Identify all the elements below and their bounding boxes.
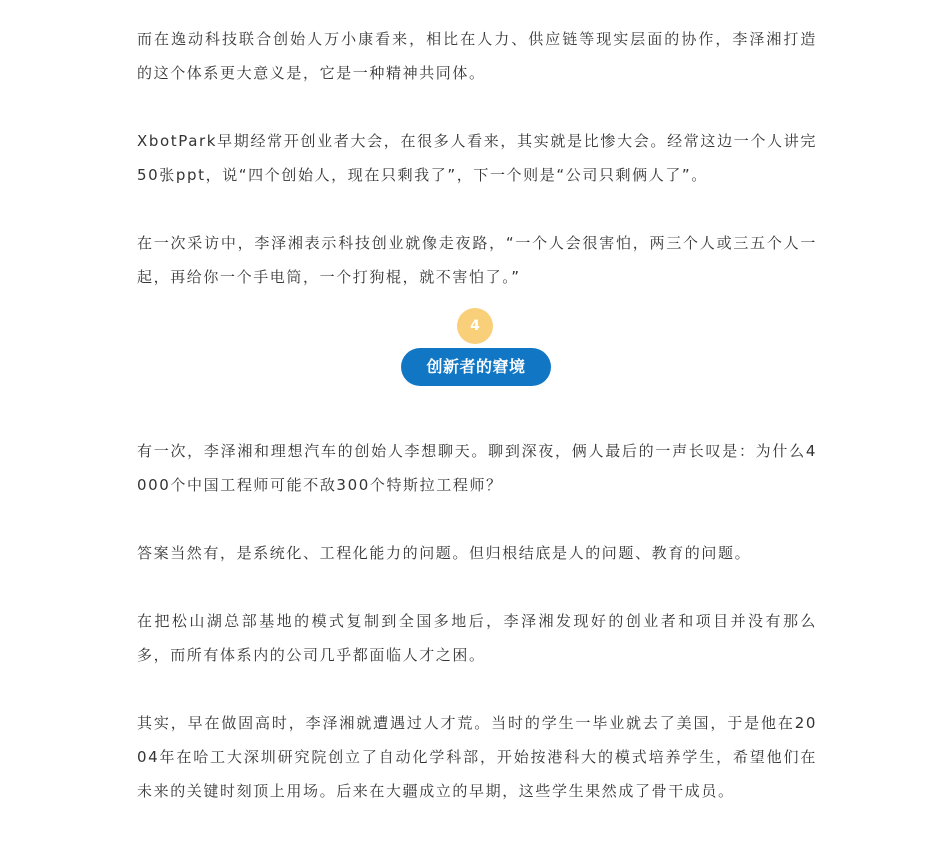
paragraph-founder-conference: XbotPark早期经常开创业者大会，在很多人看来，其实就是比惨大会。经常这边一个人讲完50张ppt，说“四个创始人，现在只剩我了”，下一个则是“公司只剩俩人了”。 bbox=[137, 132, 817, 184]
paragraph-talent-shortage: 在把松山湖总部基地的模式复制到全国多地后，李泽湘发现好的创业者和项目并没有那么多，而所有体系内的公司几乎都面临人才之困。 bbox=[137, 612, 817, 664]
paragraph-gap bbox=[137, 192, 817, 226]
paragraph-night-walk-quote: 在一次采访中，李泽湘表示科技创业就像走夜路，“一个人会很害怕，两三个人或三五个人一起，再给你一个手电筒，一个打狗棍，就不害怕了。” bbox=[137, 234, 817, 286]
paragraph-spiritual-community: 而在逸动科技联合创始人万小康看来，相比在人力、供应链等现实层面的协作，李泽湘打造的这个体系更大意义是，它是一种精神共同体。 bbox=[137, 30, 817, 82]
section-title-pill: 创新者的窘境 bbox=[401, 348, 551, 386]
article-body bbox=[137, 22, 817, 808]
paragraph-gap bbox=[137, 90, 817, 124]
paragraph-gap bbox=[137, 570, 817, 604]
paragraph-googol-history: 其实，早在做固高时，李泽湘就遭遇过人才荒。当时的学生一毕业就去了美国，于是他在2004年在哈工大深圳研究院创立了自动化学科部，开始按港科大的模式培养学生，希望他们在未来的关键时刻顶上用场。后来在大疆成立的早期，这些学生果然成了骨干成员。 bbox=[137, 714, 817, 800]
section-number-badge: 4 bbox=[457, 308, 493, 344]
paragraph-answer: 答案当然有，是系统化、工程化能力的问题。但归根结底是人的问题、教育的问题。 bbox=[137, 544, 752, 562]
paragraph-gap bbox=[137, 502, 817, 536]
paragraph-gap bbox=[137, 672, 817, 706]
paragraph-engineer-question: 有一次，李泽湘和理想汽车的创始人李想聊天。聊到深夜，俩人最后的一声长叹是：为什么4000个中国工程师可能不敌300个特斯拉工程师？ bbox=[137, 442, 817, 494]
section-heading bbox=[137, 294, 817, 434]
